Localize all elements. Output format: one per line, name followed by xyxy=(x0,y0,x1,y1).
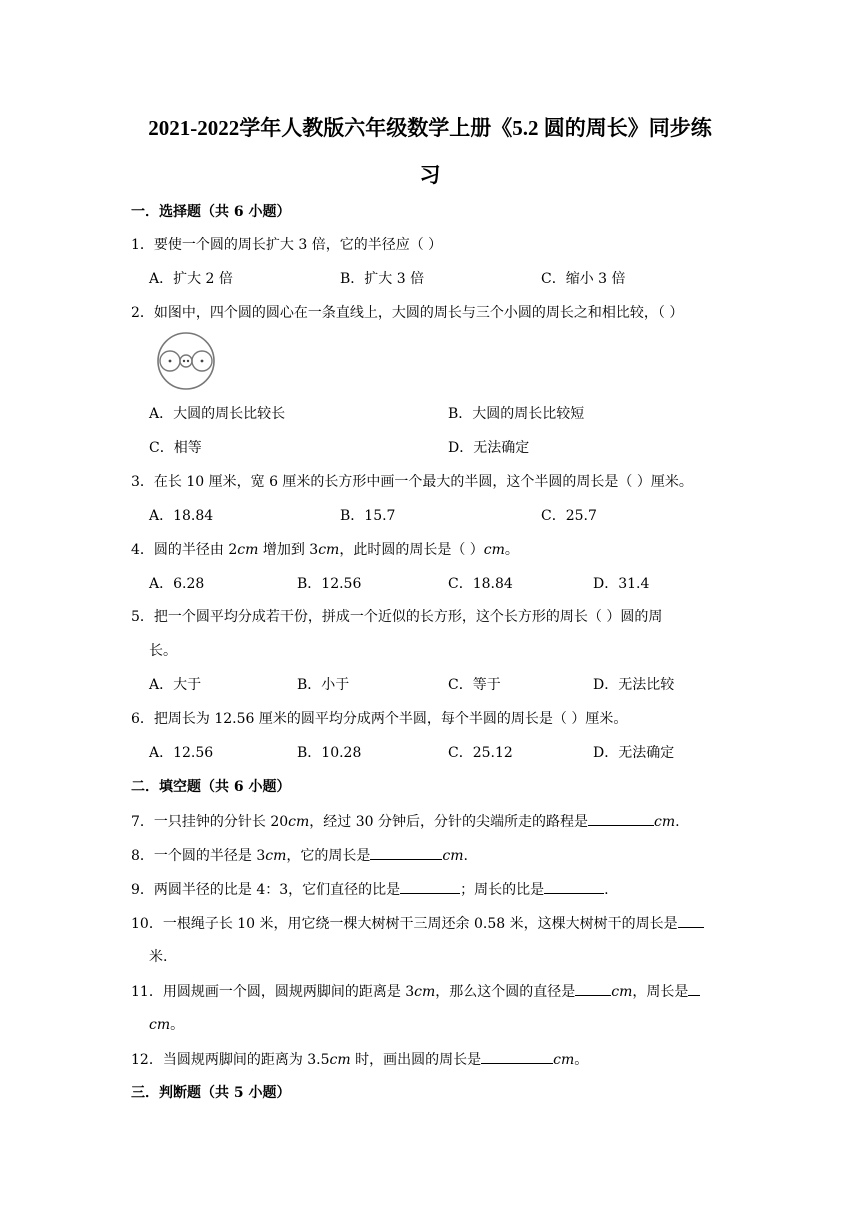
section-fill-heading: 二．填空题（共 6 小题） xyxy=(131,779,291,795)
q6-option-d: D．无法确定 xyxy=(593,745,675,761)
title-line-2: 习 xyxy=(419,163,441,187)
q9-diameter-ratio-blank[interactable] xyxy=(400,879,460,894)
q6-option-a: A．12.56 xyxy=(149,745,214,761)
q5-stem: 5．把一个圆平均分成若干份，拼成一个近似的长方形，这个长方形的周长（ ）圆的周 xyxy=(131,609,663,625)
q5-option-a: A．大于 xyxy=(149,677,202,693)
q1-stem: 1．要使一个圆的周长扩大 3 倍，它的半径应（ ） xyxy=(131,237,443,253)
q3-option-b: B．15.7 xyxy=(340,508,396,524)
q4-option-b: B．12.56 xyxy=(297,576,362,592)
q6-option-c: C．25.12 xyxy=(448,745,513,761)
q11-stem-continued: cm。 xyxy=(149,1017,185,1033)
section-choice-heading: 一．选择题（共 6 小题） xyxy=(131,204,291,220)
q1-option-b: B．扩大 3 倍 xyxy=(340,271,425,287)
q2-stem: 2．如图中，四个圆的圆心在一条直线上，大圆的周长与三个小圆的周长之和相比较，（ ） xyxy=(131,305,684,321)
q1-option-a: A．扩大 2 倍 xyxy=(149,271,233,287)
q9-stem: 9．两圆半径的比是 4：3，它们直径的比是 ；周长的比是 . xyxy=(131,879,609,900)
q7-stem: 7．一只挂钟的分针长 20cm，经过 30 分钟后，分针的尖端所走的路程是 cm. xyxy=(131,811,680,832)
q8-stem: 8．一个圆的半径是 3cm，它的周长是 cm. xyxy=(131,845,468,866)
q12-answer-blank[interactable] xyxy=(481,1049,553,1064)
q10-answer-blank[interactable] xyxy=(678,913,704,928)
q3-option-c: C．25.7 xyxy=(541,508,597,524)
q3-stem: 3．在长 10 厘米，宽 6 厘米的长方形中画一个最大的半圆，这个半圆的周长是（ ）厘米。 xyxy=(131,474,693,490)
q4-option-c: C．18.84 xyxy=(448,576,513,592)
q5-option-b: B．小于 xyxy=(297,677,350,693)
q6-option-b: B．10.28 xyxy=(297,745,362,761)
q5-option-c: C．等于 xyxy=(448,677,501,693)
q10-stem: 10．一根绳子长 10 米，用它绕一棵大树树干三周还余 0.58 米，这棵大树树干的周长是 xyxy=(131,913,704,934)
q7-answer-blank[interactable] xyxy=(588,811,654,826)
q2-option-d: D．无法确定 xyxy=(448,440,530,456)
q11-diameter-blank[interactable] xyxy=(575,981,611,996)
q12-stem: 12．当圆规两脚间的距离为 3.5cm 时，画出圆的周长是 cm。 xyxy=(131,1049,588,1070)
q2-option-a: A．大圆的周长比较长 xyxy=(149,406,286,422)
q10-stem-continued: 米. xyxy=(149,949,168,965)
q6-stem: 6．把周长为 12.56 厘米的圆平均分成两个半圆，每个半圆的周长是（ ）厘米。 xyxy=(131,711,628,727)
q4-option-a: A．6.28 xyxy=(149,576,205,592)
q11-circumference-blank[interactable] xyxy=(688,981,700,996)
q4-stem: 4．圆的半径由 2cm 增加到 3cm，此时圆的周长是（ ）cm。 xyxy=(131,542,519,558)
four-circles-figure xyxy=(155,331,217,391)
q11-stem: 11．用圆规画一个圆，圆规两脚间的距离是 3cm，那么这个圆的直径是 cm，周长是 xyxy=(131,981,700,1002)
q1-option-c: C．缩小 3 倍 xyxy=(541,271,626,287)
q5-stem-continued: 长。 xyxy=(149,643,177,659)
section-judge-heading: 三．判断题（共 5 小题） xyxy=(131,1085,291,1101)
q3-option-a: A．18.84 xyxy=(149,508,214,524)
q5-option-d: D．无法比较 xyxy=(593,677,675,693)
q4-option-d: D．31.4 xyxy=(593,576,650,592)
q2-option-b: B．大圆的周长比较短 xyxy=(448,406,585,422)
q9-circumference-ratio-blank[interactable] xyxy=(544,879,604,894)
q8-answer-blank[interactable] xyxy=(370,845,442,860)
q2-option-c: C．相等 xyxy=(149,440,202,456)
title-line-1: 2021-2022学年人教版六年级数学上册《5.2 圆的周长》同步练 xyxy=(148,116,712,140)
